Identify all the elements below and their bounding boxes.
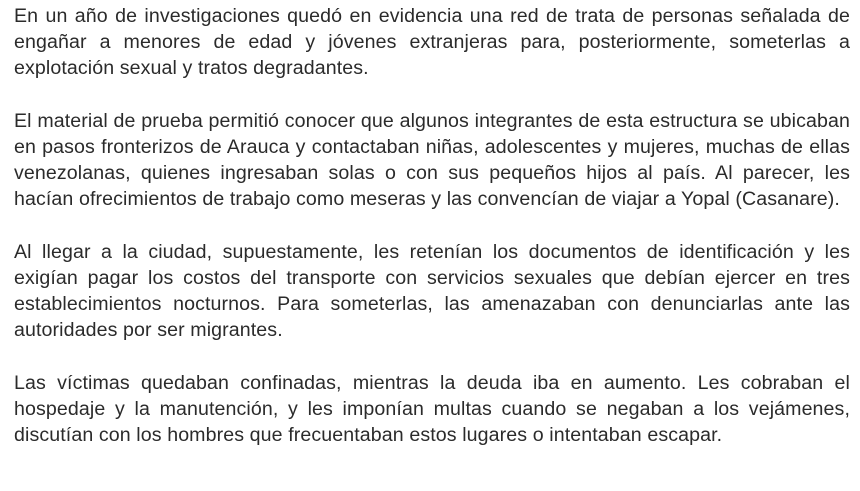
paragraph-1: En un año de investigaciones quedó en evidencia una red de trata de personas señalada de engañar a menores de edad y jóvenes extranjeras para, posteriormente, someterlas a explotación sexual y tratos degradantes. [14, 5, 850, 79]
paragraph-3: Al llegar a la ciudad, supuestamente, les retenían los documentos de identificación y les exigían pagar los costos del transporte con servicios sexuales que debían ejercer en tres establecimientos nocturnos. Para someterlas, las amenazaban con denunciarlas ante las autoridades por ser migrantes. [14, 241, 850, 341]
document-page [14, 3, 850, 448]
paragraph-2: El material de prueba permitió conocer que algunos integrantes de esta estructura se ubicaban en pasos fronterizos de Arauca y contactaban niñas, adolescentes y mujeres, muchas de ellas venezolanas, quienes ingresaban solas o con sus pequeños hijos al país. Al parecer, les hacían ofrecimientos de trabajo como meseras y las convencían de viajar a Yopal (Casanare). [14, 110, 850, 210]
paragraph-4: Las víctimas quedaban confinadas, mientras la deuda iba en aumento. Les cobraban el hospedaje y la manutención, y les imponían multas cuando se negaban a los vejámenes, discutían con los hombres que frecuentaban estos lugares o intentaban escapar. [14, 372, 850, 446]
